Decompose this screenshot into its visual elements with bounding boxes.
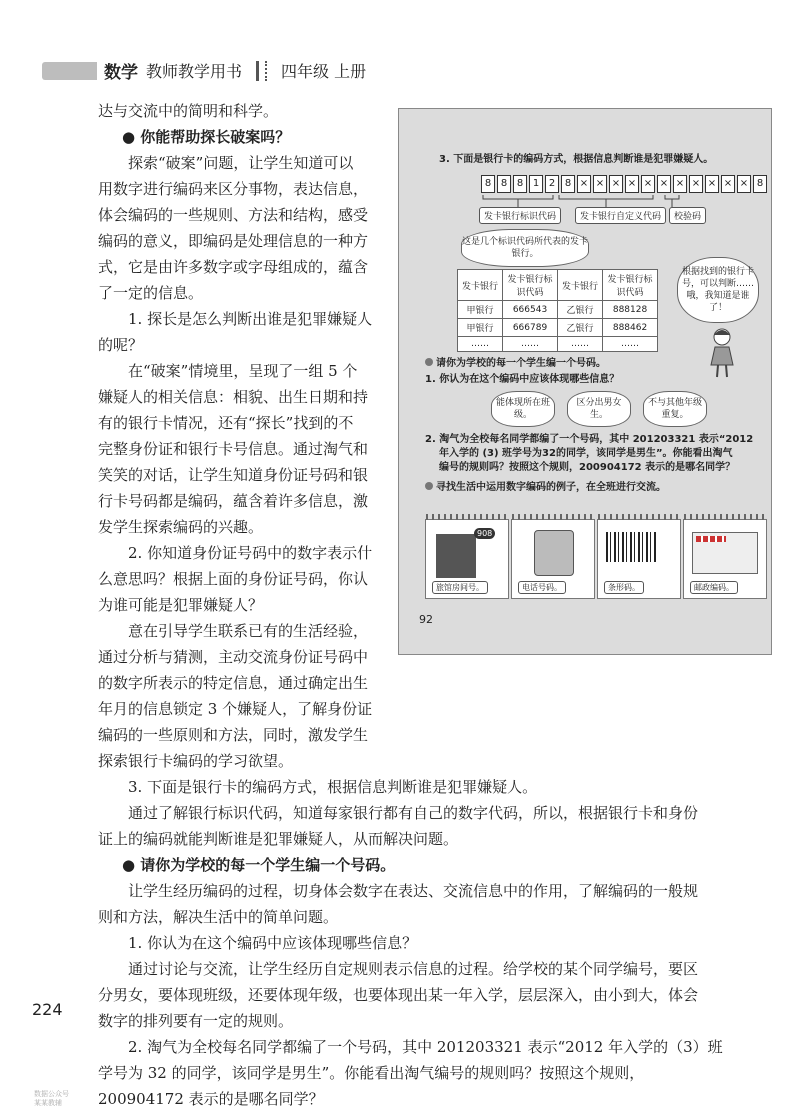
- photo-caption: 邮政编码。: [690, 581, 738, 594]
- table-row: [458, 301, 658, 319]
- digit-box: ×: [657, 175, 671, 193]
- text-line: 3. 下面是银行卡的编码方式，根据信息判断谁是犯罪嫌疑人。: [128, 778, 538, 796]
- text-line: 则和方法，解决生活中的简单问题。: [98, 908, 339, 926]
- text-line: 的呢？: [98, 336, 144, 354]
- text-line: 年月的信息锁定 3 个嫌疑人，了解身份证: [98, 700, 373, 718]
- table-cell: 888128: [603, 301, 658, 319]
- figure-question-text: 年入学的 (3) 班学号为32的同学，该同学是男生”。你能看出淘气: [439, 448, 733, 459]
- table-header-cell: 发卡银行标识代码: [603, 270, 658, 301]
- text-line: 1. 探长是怎么判断出谁是犯罪嫌疑人: [128, 310, 373, 328]
- table-cell: 乙银行: [558, 301, 603, 319]
- text-line: 的数字所表示的特定信息，通过确定出生: [98, 674, 369, 692]
- text-line: 有的银行卡情况，还有“探长”找到的不: [98, 414, 354, 432]
- digit-box: 2: [545, 175, 559, 193]
- table-row: [458, 319, 658, 337]
- cloud-bubble: 区分出男女生。: [567, 391, 631, 427]
- figure-question: [425, 357, 606, 371]
- text-line: 体会编码的一些规则、方法和结构，感受: [98, 206, 369, 224]
- text-line: 在“破案”情境里，呈现了一组 5 个: [128, 362, 358, 380]
- digit-box: 8: [513, 175, 527, 193]
- digit-box: ×: [641, 175, 655, 193]
- cloud-bubble: 这是几个标识代码所代表的发卡银行。: [461, 229, 589, 267]
- table-header-cell: 发卡银行: [458, 270, 503, 301]
- table-cell: ……: [603, 337, 658, 352]
- room-number: 908: [474, 528, 495, 539]
- text-line: 了一定的信息。: [98, 284, 204, 302]
- digit-box: ×: [593, 175, 607, 193]
- digit-box: ×: [705, 175, 719, 193]
- figure-question-text: 请你为学校的每一个学生编一个号码。: [436, 358, 606, 369]
- watermark: [34, 1090, 69, 1108]
- section-heading: ● 你能帮助探长破案吗？: [122, 128, 291, 146]
- table-cell: 乙银行: [558, 319, 603, 337]
- watermark-line: 某某教辅: [34, 1099, 62, 1107]
- table-header-cell: 发卡银行标识代码: [503, 270, 558, 301]
- table-row: [458, 337, 658, 352]
- digit-box: ×: [625, 175, 639, 193]
- textbook-figure: [398, 108, 772, 655]
- photo-caption: 旅馆房间号。: [432, 581, 488, 594]
- table-cell: 888462: [603, 319, 658, 337]
- digit-box: ×: [737, 175, 751, 193]
- text-line: 通过了解银行标识代码，知道每家银行都有自己的数字代码，所以，根据银行卡和身份: [128, 804, 699, 822]
- text-line: 笑笑的对话，让学生知道身份证号码和银: [98, 466, 369, 484]
- text-line: 嫌疑人的相关信息：相貌、出生日期和持: [98, 388, 369, 406]
- text-line: 数字的排列要有一定的规则。: [98, 1012, 294, 1030]
- table-cell: 666543: [503, 301, 558, 319]
- running-header: [104, 58, 366, 83]
- figure-question-text: 2. 淘气为全校每名同学都编了一个号码，其中 201203321 表示“2012: [425, 434, 754, 445]
- digit-box: ×: [673, 175, 687, 193]
- photo-phone: [511, 519, 595, 599]
- digit-box: ×: [609, 175, 623, 193]
- text-line: 发学生探索编码的兴趣。: [98, 518, 264, 536]
- digit-box: ×: [577, 175, 591, 193]
- header-grade: 四年级 上册: [281, 62, 367, 81]
- text-line: 为谁可能是犯罪嫌疑人？: [98, 596, 264, 614]
- digit-box: ×: [689, 175, 703, 193]
- text-line: 么意思吗？根据上面的身份证号码，你认: [98, 570, 369, 588]
- digit-box: 8: [481, 175, 495, 193]
- table-cell: ……: [458, 337, 503, 352]
- figure-question-text: 寻找生活中运用数字编码的例子，在全班进行交流。: [436, 482, 666, 493]
- text-line: 编码的意义，即编码是处理信息的一种方: [98, 232, 369, 250]
- text-line: 行卡号码都是编码，蕴含着许多信息，激: [98, 492, 369, 510]
- digit-box: 8: [497, 175, 511, 193]
- text-line: 达与交流中的简明和科学。: [98, 102, 279, 120]
- figure-question: [425, 481, 666, 495]
- text-line: 通过分析与猜测，主动交流身份证号码中: [98, 648, 369, 666]
- page-number: 224: [32, 1000, 63, 1019]
- watermark-line: 数据公众号: [34, 1090, 69, 1098]
- photo-hotel-room: [425, 519, 509, 599]
- digit-box: 8: [753, 175, 767, 193]
- header-tab: [42, 62, 97, 80]
- photo-barcode: [597, 519, 681, 599]
- text-line: 意在引导学生联系已有的生活经验，: [128, 622, 369, 640]
- text-line: 式，它是由许多数字或字母组成的，蕴含: [98, 258, 369, 276]
- bank-code-table: [457, 269, 658, 352]
- text-line: 用数字进行编码来区分事物，表达信息，: [98, 180, 369, 198]
- header-subject: 数学: [104, 63, 138, 83]
- text-line: 完整身份证和银行卡号信息。通过淘气和: [98, 440, 369, 458]
- cloud-bubble: 能体现所在班级。: [491, 391, 555, 427]
- section-heading: ● 请你为学校的每一个学生编一个号码。: [122, 856, 396, 874]
- table-header-cell: 发卡银行: [558, 270, 603, 301]
- cloud-bubble: 不与其他年级重复。: [643, 391, 707, 427]
- text-line: 学号为 32 的同学，该同学是男生”。你能看出淘气编号的规则吗？按照这个规则，: [98, 1064, 645, 1082]
- text-line: 证上的编码就能判断谁是犯罪嫌疑人，从而解决问题。: [98, 830, 459, 848]
- table-cell: 666789: [503, 319, 558, 337]
- table-cell: ……: [503, 337, 558, 352]
- text-line: 通过讨论与交流，让学生经历自定规则表示信息的过程。给学校的某个同学编号，要区: [128, 960, 699, 978]
- photo-postcode: [683, 519, 767, 599]
- label-issuer-code: 发卡银行标识代码: [479, 207, 561, 224]
- cloud-bubble: 根据找到的银行卡号，可以判断……哦，我知道是谁了！: [677, 257, 759, 323]
- digit-box: ×: [721, 175, 735, 193]
- digit-box: 1: [529, 175, 543, 193]
- text-line: 分男女，要体现班级，还要体现年级，也要体现出某一年入学，层层深入，由小到大，体会: [98, 986, 699, 1004]
- figure-question-text: 编号的规则吗？按照这个规则，200904172 表示的是哪名同学？: [439, 462, 736, 473]
- text-line: 2. 你知道身份证号码中的数字表示什: [128, 544, 373, 562]
- label-custom-code: 发卡银行自定义代码: [575, 207, 666, 224]
- figure-page-number: 92: [419, 613, 433, 626]
- figure-question-3: 3. 下面是银行卡的编码方式，根据信息判断谁是犯罪嫌疑人。: [439, 154, 714, 165]
- text-line: 让学生经历编码的过程，切身体会数字在表达、交流信息中的作用，了解编码的一般规: [128, 882, 699, 900]
- text-line: 2. 淘气为全校每名同学都编了一个号码，其中 201203321 表示“2012 年入学的（3）班: [128, 1038, 723, 1056]
- header-book: 教师教学用书: [146, 62, 243, 81]
- text-line: 探索银行卡编码的学习欲望。: [98, 752, 294, 770]
- figure-question-text: 1. 你认为在这个编码中应该体现哪些信息？: [425, 374, 620, 385]
- photo-caption: 条形码。: [604, 581, 644, 594]
- text-line: 探索“破案”问题，让学生知道可以: [128, 154, 354, 172]
- girl-figure: [707, 327, 737, 379]
- text-line: 1. 你认为在这个编码中应该体现哪些信息？: [128, 934, 418, 952]
- label-check-digit: 校验码: [669, 207, 706, 224]
- text-line: 编码的一些原则和方法，同时，激发学生: [98, 726, 369, 744]
- text-line: 200904172 表示的是哪名同学？: [98, 1090, 324, 1108]
- table-cell: ……: [558, 337, 603, 352]
- table-header-row: [458, 270, 658, 301]
- table-cell: 甲银行: [458, 319, 503, 337]
- digit-box: 8: [561, 175, 575, 193]
- header-divider: [256, 61, 267, 81]
- photo-caption: 电话号码。: [518, 581, 566, 594]
- table-cell: 甲银行: [458, 301, 503, 319]
